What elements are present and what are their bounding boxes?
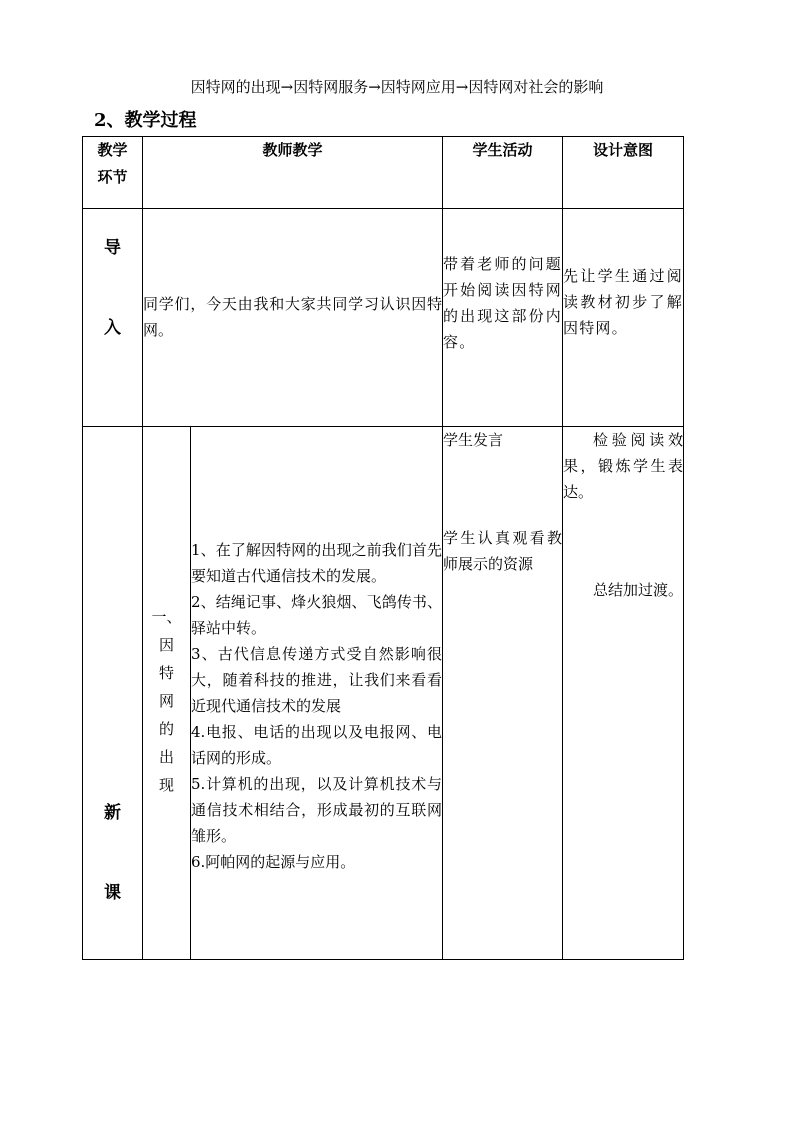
intro-row: [83, 209, 684, 427]
new-lesson-teacher: [191, 427, 443, 960]
header-row: [83, 137, 684, 209]
section-heading: 2、教学过程: [94, 110, 197, 131]
header-teacher: 教师教学: [143, 137, 443, 209]
intro-intent: [563, 209, 684, 427]
new-lesson-student: [443, 427, 563, 960]
student-activity-1: 学生发言: [443, 431, 504, 449]
new-lesson-stage: [83, 427, 143, 960]
lesson-table: [82, 136, 684, 960]
teacher-item: 5.计算机的出现，以及计算机技术与通信技术相结合，形成最初的互联网雏形。: [191, 775, 443, 845]
new-lesson-stage-char2: 课: [104, 883, 121, 903]
new-lesson-intent: [563, 427, 684, 960]
teacher-item: 3、古代信息传递方式受自然影响很大，随着科技的推进，让我们来看看近现代通信技术的发展: [191, 645, 443, 715]
sub-section-char: 特: [158, 664, 174, 682]
header-stage: [83, 137, 143, 209]
header-student: 学生活动: [443, 137, 563, 209]
teacher-item: 4.电报、电话的出现以及电报网、电话网的形成。: [191, 723, 443, 767]
sub-section-char: 因: [158, 636, 174, 654]
new-lesson-stage-char1: 新: [104, 803, 121, 823]
sub-section-char: 出: [158, 748, 174, 766]
intro-stage-char2: 入: [104, 318, 121, 338]
sub-section-char: 现: [158, 776, 174, 794]
teacher-item: 2、结绳记事、烽火狼烟、飞鸽传书、驿站中转。: [191, 593, 443, 637]
sub-section-char: 的: [158, 720, 174, 738]
flow-line: 因特网的出现→因特网服务→因特网应用→因特网对社会的影响: [190, 78, 604, 96]
intro-teacher: [143, 209, 443, 427]
intro-teacher-text: 同学们，今天由我和大家共同学习认识因特网。: [143, 295, 443, 339]
teacher-item: 1、在了解因特网的出现之前我们首先要知道古代通信技术的发展。: [191, 541, 443, 585]
sub-section-cell: [143, 427, 191, 960]
student-activity-2: 学生认真观看教师展示的资源: [443, 529, 563, 573]
sub-section-char: 一、: [151, 608, 182, 626]
new-lesson-row: [83, 427, 684, 960]
sub-section-label: [143, 427, 190, 799]
intent-1: 检验阅读效果，锻炼学生表达。: [563, 431, 684, 501]
intro-intent-text: 先让学生通过阅读教材初步了解因特网。: [563, 267, 684, 337]
header-stage-line2: 环节: [97, 168, 128, 186]
teacher-items: [191, 427, 442, 875]
intro-stage-char1: 导: [104, 238, 121, 258]
intro-stage: [83, 209, 143, 427]
intro-student: [443, 209, 563, 427]
header-stage-line1: 教学: [97, 141, 128, 159]
intro-student-text: 带着老师的问题开始阅读因特网的出现这部份内容。: [443, 255, 563, 351]
header-intent: 设计意图: [563, 137, 684, 209]
intent-2: 总结加过渡。: [593, 581, 684, 599]
teacher-item: 6.阿帕网的起源与应用。: [191, 853, 356, 871]
sub-section-char: 网: [158, 692, 174, 710]
